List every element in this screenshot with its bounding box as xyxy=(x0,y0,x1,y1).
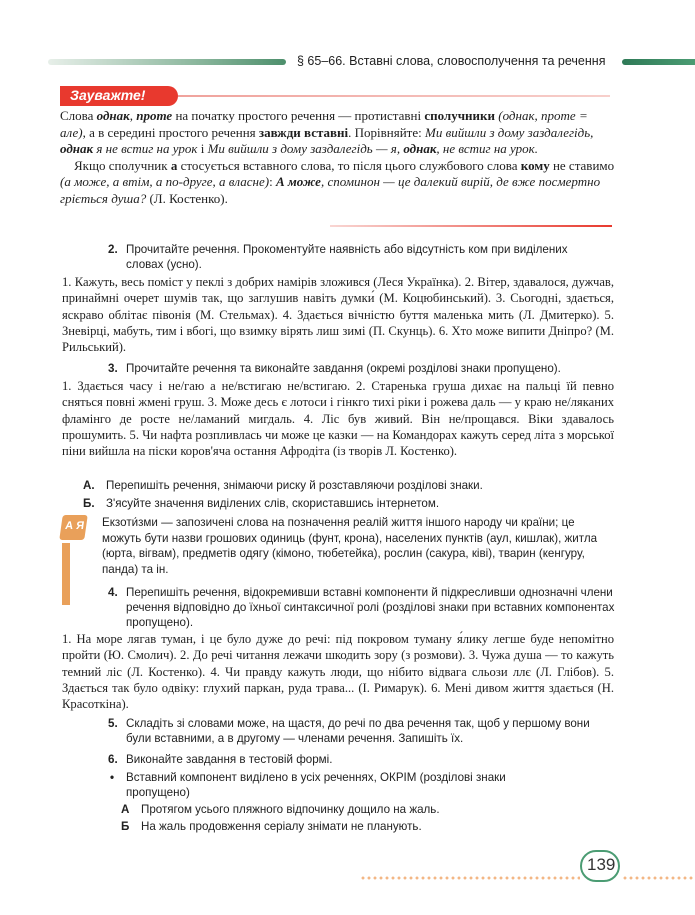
task-3-number: 3. xyxy=(108,362,118,375)
note-tab-label: Зауважте! xyxy=(70,87,146,103)
page-number: 139 xyxy=(587,855,616,874)
section-title: § 65–66. Вставні слова, словосполучення та речення xyxy=(297,54,606,68)
task-6-question: • Вставний компонент виділено в усіх реченнях, ОКРІМ (розділові знаки пропущено) xyxy=(110,771,506,799)
note-paragraph-2: Якщо сполучник а стосується вставного слова, то після цього службового слова кому не ставимо (а може, а втім, а по-друге, а власне): А може, споминон — це далекий вирій, де вже посмертно гріється душа? (Л. Костенко). xyxy=(60,157,615,206)
task-5-instruction: Складіть зі словами може, на щастя, до речі по два речення так, щоб у першому вони були вставними, а в другому — членами речення. Запишіть їх. xyxy=(126,717,590,745)
task-5-number: 5. xyxy=(108,717,118,730)
footer-dots-decor xyxy=(360,876,580,880)
task-6-option-a: А Протягом усього пляжного відпочинку дощило на жаль. xyxy=(121,803,440,816)
header-decor-bar xyxy=(48,59,286,65)
task-3-item-a: А. Перепишіть речення, знімаючи риску й розставляючи розділові знаки. xyxy=(83,479,483,492)
exotisms-side-bar xyxy=(62,543,70,605)
bullet-icon: • xyxy=(110,771,115,784)
note-tab xyxy=(60,86,178,106)
task-5 xyxy=(108,716,606,746)
task-6-number: 6. xyxy=(108,753,118,766)
header-decor-bar-right xyxy=(622,59,695,65)
task-2-number: 2. xyxy=(108,243,118,256)
task-4-instruction: Перепишіть речення, відокремивши вставні компоненти й підкресливши однозначні члени речення відповідно до їхньої синтаксичної ролі (розділові знаки при вставних компонентах пропущено). xyxy=(126,586,615,629)
note-divider xyxy=(178,95,610,97)
task-2-instruction: Прочитайте речення. Прокоментуйте наявність або відсутність ком при виділених словах (усно). xyxy=(126,243,568,271)
task-3-sentences: 1. Здається часу і не/гаю а не/встигаю не/встигаю. 2. Старенька груша дихає на пальці їй певно сняться повні жмені груш. 3. Може десь є лотоси і гінкго тихі ріки і рожева даль — у краю не/ляканих фламінго де росте не/ламаний мигдаль. 4. Ліс був живий. Він не/прощався. Віки здавалось прошумить. 5. Чи нафта розпливлась чи може це казки — на Командорах кажуть серед літа з морської піни вийшла на піски коров'яча остання Афродіта (із творів Л. Костенко). xyxy=(62,379,614,459)
task-4-number: 4. xyxy=(108,586,118,599)
task-2-sentences: 1. Кажуть, весь поміст у пеклі з добрих намірів зложився (Леся Українка). 2. Вітер, здавалося, дужчав, принаймні очерет шумів так, що заглушив навіть думки́ (М. Коцюбинський). 3. Сьогодні, здається, яскраво облітає півонія (М. Стельмах). 4. Здається вічністю буття маленька мить (Л. Дмитерко). 5. Зневірці, мабуть, тим і вбогі, що взимку вірять лиш зимі (П. Скунць). 6. Хто може випити Дніпро? (М. Рильський). xyxy=(62,275,614,355)
task-3-item-b: Б. З'ясуйте значення виділених слів, скориставшись інтернетом. xyxy=(83,497,440,510)
task-6-instruction: Виконайте завдання в тестовій формі. xyxy=(126,753,333,766)
note-text xyxy=(60,108,616,207)
task-3-instruction: Прочитайте речення та виконайте завдання (окремі розділові знаки пропущено). xyxy=(126,362,561,375)
footer-dots-decor-right xyxy=(622,876,695,880)
dictionary-icon: А Я xyxy=(59,515,88,540)
task-3 xyxy=(108,361,596,376)
note-paragraph-1: Слова однак, проте на початку простого речення — протиставні сполучники (однак, проте = але), а в середині простого речення завжди вставні. Порівняйте: Ми вийшли з дому заздалегідь, однак я не встиг на урок і Ми вийшли з дому заздалегідь — я, однак, не встиг на урок. xyxy=(60,108,594,156)
note-bottom-divider xyxy=(330,225,612,227)
task-4-sentences: 1. На море лягав туман, і це було дуже до речі: під покровом туману я́лику легше буде непомітно пройти (Ю. Смолич). 2. До речі читання лежачи шкодить зору (з розмови). 3. Чужа душа — то кажуть темний ліс (Л. Костенко). 4. Чи правду кажуть люди, що нібито відвага сльози ллє (Л. Глібов). 5. Здається так було одвіку: глухий паркан, руда трава... (І. Римарук). 6. Мені дивом життя здається (Н. Красоткіна). xyxy=(62,632,614,712)
task-6-option-b: Б На жаль продовження серіалу знімати не планують. xyxy=(121,820,422,833)
exotisms-definition: Екзоти́зми — запозичені слова на позначення реалій життя іншого народу чи країни; це можуть бути назви грошових одиниць (фунт, крона), населених пунктів (аул, кишлак), житла (юрта, вігвам), предметів одягу (кімоно, тюбетейка), рослин (сакура, ківі), тварин (кенгуру, панда) та ін. xyxy=(102,516,598,576)
task-4 xyxy=(108,585,616,630)
task-2 xyxy=(108,242,596,272)
task-6 xyxy=(108,752,606,767)
